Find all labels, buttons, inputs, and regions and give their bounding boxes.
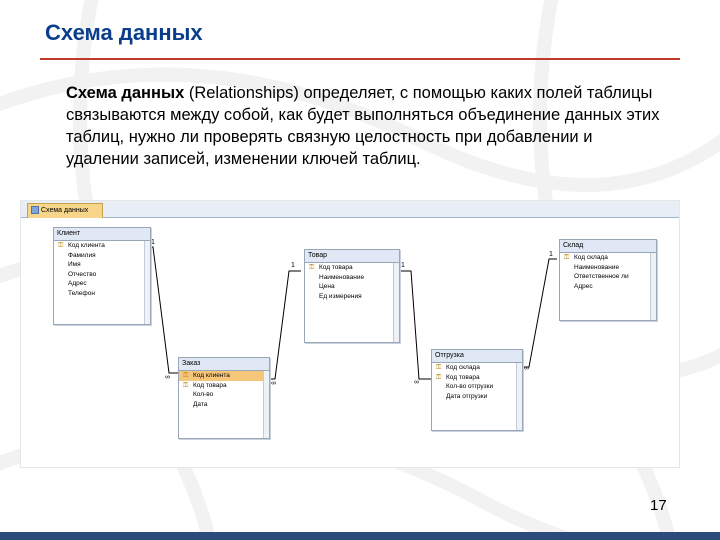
field-row[interactable]: ⚿ Код товара [436, 373, 480, 381]
table-sklad-title[interactable]: Склад [560, 240, 656, 253]
body-bold-term: Схема данных [66, 84, 185, 102]
footer-bar [0, 532, 720, 540]
primary-key-icon: ⚿ [436, 373, 442, 381]
field-row[interactable]: Кол-во отгрузки [446, 383, 494, 390]
field-row[interactable]: Дата отгрузки [446, 392, 488, 400]
field-row[interactable]: Наименование [574, 263, 620, 271]
slide-body-text [66, 82, 666, 170]
field-row[interactable]: ⚿ Код клиента [58, 242, 105, 249]
primary-key-icon: ⚿ [436, 364, 442, 371]
link-klient-zakaz [149, 247, 178, 373]
field-row[interactable]: ⚿ Код склада [564, 254, 608, 261]
link-sklad-otgruzka [521, 259, 557, 367]
field-row[interactable]: Цена [319, 283, 335, 290]
table-zakaz-title[interactable]: Заказ [179, 358, 269, 371]
table-tovar[interactable] [304, 249, 400, 343]
field-row[interactable]: ⚿ Код склада [436, 364, 480, 371]
cardinality-many-zakaz-1: ∞ [165, 374, 170, 381]
link-tovar-otgruzka [397, 271, 431, 379]
slide-title: Схема данных [45, 20, 203, 45]
link-tovar-zakaz [269, 271, 301, 379]
field-row[interactable]: Адрес [68, 280, 87, 287]
table-klient-title[interactable]: Клиент [54, 228, 150, 241]
table-scrollbar[interactable] [144, 241, 150, 324]
primary-key-icon: ⚿ [183, 381, 189, 389]
primary-key-icon: ⚿ [564, 254, 570, 261]
field-row[interactable]: Имя [68, 261, 81, 268]
table-tovar-title[interactable]: Товар [305, 250, 399, 263]
table-sklad[interactable] [559, 239, 657, 321]
primary-key-icon: ⚿ [309, 264, 315, 271]
field-row[interactable]: Адрес [574, 282, 593, 290]
page-number: 17 [650, 497, 667, 514]
cardinality-many-otgruzka-2: ∞ [524, 365, 529, 372]
table-scrollbar[interactable] [650, 253, 656, 320]
field-row-selected[interactable]: ⚿ Код клиента [179, 371, 269, 381]
field-row[interactable]: Кол-во [193, 391, 214, 398]
table-otgruzka-title[interactable]: Отгрузка [432, 350, 522, 363]
cardinality-many-zakaz-2: ∞ [271, 380, 276, 387]
field-row[interactable]: Ответственное ли [574, 273, 629, 280]
cardinality-one-tovar-left: 1 [291, 262, 295, 269]
field-row[interactable]: Дата [193, 400, 208, 408]
table-klient[interactable] [53, 227, 151, 325]
cardinality-one-tovar-right: 1 [401, 262, 405, 269]
table-scrollbar[interactable] [263, 371, 269, 438]
field-row[interactable]: Отчество [68, 270, 97, 278]
tab-label: Схема данных [41, 207, 89, 214]
cardinality-one-klient: 1 [151, 239, 155, 246]
cardinality-one-sklad: 1 [549, 251, 553, 258]
field-row[interactable]: Ед измерения [319, 292, 362, 300]
table-zakaz[interactable] [178, 357, 270, 439]
field-row[interactable]: ⚿ Код товара [183, 381, 227, 389]
relationships-window [20, 200, 680, 468]
field-row[interactable]: Наименование [319, 273, 365, 281]
table-scrollbar[interactable] [393, 263, 399, 342]
field-row[interactable]: Фамилия [68, 251, 96, 259]
table-scrollbar[interactable] [516, 363, 522, 430]
field-row[interactable]: Телефон [68, 289, 95, 297]
field-row[interactable]: ⚿ Код товара [309, 264, 353, 271]
primary-key-icon: ⚿ [183, 372, 189, 379]
title-underline [40, 58, 680, 60]
cardinality-many-otgruzka-1: ∞ [414, 379, 419, 386]
body-description: (Relationships) определяет, с помощью каких полей таблицы связываются между собой, как будет выполняться объединение данных этих таблиц, нужно ли проверять связную целостность при добавлении и удалении записей, изменении ключей таблиц. [66, 84, 660, 168]
primary-key-icon: ⚿ [58, 242, 64, 249]
table-otgruzka[interactable] [431, 349, 523, 431]
